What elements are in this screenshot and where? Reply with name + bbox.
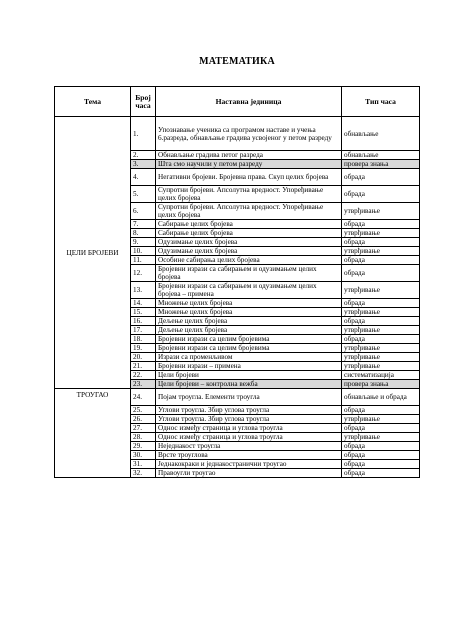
table-body	[55, 117, 420, 478]
lesson-number: 10.	[131, 247, 156, 256]
lesson-number: 9.	[131, 238, 156, 247]
teaching-unit: Цели бројеви	[156, 371, 342, 380]
lesson-number: 28.	[131, 433, 156, 442]
teaching-unit: Цели бројеви – контролна вежба	[156, 380, 342, 389]
lesson-type: обрада	[342, 442, 420, 451]
lesson-type: утврђивање	[342, 282, 420, 299]
lesson-number: 31.	[131, 460, 156, 469]
teaching-unit: Бројевни изрази са целим бројевима	[156, 335, 342, 344]
lesson-number: 4.	[131, 169, 156, 186]
teaching-unit: Однос између страница и углова троугла	[156, 433, 342, 442]
table-row	[55, 389, 420, 406]
teaching-unit: Шта смо научили у петом разреду	[156, 160, 342, 169]
lesson-number: 18.	[131, 335, 156, 344]
teaching-unit: Упознавање ученика са програмом наставе и учења 6.разреда, обнављање градива усвојеног у петом разреду	[156, 117, 342, 151]
lesson-type: утврђивање	[342, 344, 420, 353]
lesson-type: утврђивање	[342, 326, 420, 335]
lesson-number: 32.	[131, 469, 156, 478]
lesson-type: обрада	[342, 317, 420, 326]
lesson-number: 30.	[131, 451, 156, 460]
lesson-number: 1.	[131, 117, 156, 151]
teaching-unit: Дељење целих бројева	[156, 326, 342, 335]
header-topic: Тема	[55, 87, 131, 117]
page-title: МАТЕМАТИКА	[199, 56, 275, 67]
lesson-type: систематизација	[342, 371, 420, 380]
topic-integers: ЦЕЛИ БРОЈЕВИ	[55, 117, 131, 389]
lesson-number: 8.	[131, 229, 156, 238]
lesson-number: 26.	[131, 415, 156, 424]
teaching-unit: Одузимање целих бројева	[156, 238, 342, 247]
header-lesson-number: Број часа	[131, 87, 156, 117]
teaching-unit: Неједнакост троугла	[156, 442, 342, 451]
teaching-unit: Множење целих бројева	[156, 299, 342, 308]
teaching-unit: Једнакокраки и једнакостранични троугао	[156, 460, 342, 469]
teaching-unit: Бројевни изрази са целим бројевима	[156, 344, 342, 353]
lesson-type: обрада	[342, 460, 420, 469]
teaching-unit: Особине сабирања целих бројева	[156, 256, 342, 265]
lesson-type: утврђивање	[342, 353, 420, 362]
header-teaching-unit: Наставна јединица	[156, 87, 342, 117]
table-header-row	[55, 87, 420, 117]
lesson-type: обрада	[342, 256, 420, 265]
lesson-number: 15.	[131, 308, 156, 317]
teaching-unit: Однос између страница и углова троугла	[156, 424, 342, 433]
lesson-number: 3.	[131, 160, 156, 169]
teaching-unit: Бројевни изрази са сабирањем и одузимањем целих бројева	[156, 265, 342, 282]
teaching-unit: Појам троугла. Елементи троугла	[156, 389, 342, 406]
lesson-type: обрада	[342, 335, 420, 344]
lesson-number: 16.	[131, 317, 156, 326]
lesson-number: 14.	[131, 299, 156, 308]
lesson-type: обрада	[342, 238, 420, 247]
teaching-unit: Дељење целих бројева	[156, 317, 342, 326]
lesson-type: обнављање	[342, 151, 420, 160]
lesson-type: обрада	[342, 424, 420, 433]
lesson-type: утврђивање	[342, 308, 420, 317]
lesson-type: обрада	[342, 220, 420, 229]
teaching-unit: Одузимање целих бројева	[156, 247, 342, 256]
lesson-type: утврђивање	[342, 433, 420, 442]
teaching-unit: Супротни бројеви. Апсолутна вредност. Упоређивање целих бројева	[156, 186, 342, 203]
lesson-number: 7.	[131, 220, 156, 229]
lesson-type: провера знања	[342, 160, 420, 169]
topic-triangle: ТРОУГАО	[55, 389, 131, 478]
table-row	[55, 117, 420, 151]
lesson-number: 11.	[131, 256, 156, 265]
lesson-type: обрада	[342, 186, 420, 203]
lesson-type: утврђивање	[342, 229, 420, 238]
lesson-number: 5.	[131, 186, 156, 203]
lesson-type: утврђивање	[342, 247, 420, 256]
lesson-type: обрада	[342, 265, 420, 282]
lesson-type: обнављање и обрада	[342, 389, 420, 406]
lesson-number: 25.	[131, 406, 156, 415]
teaching-unit: Бројевни изрази – примена	[156, 362, 342, 371]
lesson-type: обрада	[342, 451, 420, 460]
lesson-type: утврђивање	[342, 415, 420, 424]
teaching-unit: Множење целих бројева	[156, 308, 342, 317]
lesson-type: утврђивање	[342, 203, 420, 220]
teaching-unit: Сабирање целих бројева	[156, 229, 342, 238]
teaching-unit: Изрази са променљивом	[156, 353, 342, 362]
lesson-number: 24.	[131, 389, 156, 406]
teaching-unit: Врсте троуглова	[156, 451, 342, 460]
lesson-number: 22.	[131, 371, 156, 380]
lesson-type: обнављање	[342, 117, 420, 151]
teaching-unit: Обнављање градива петог разреда	[156, 151, 342, 160]
lesson-number: 6.	[131, 203, 156, 220]
lesson-type: провера знања	[342, 380, 420, 389]
teaching-unit: Негативни бројеви. Бројевна права. Скуп целих бројева	[156, 169, 342, 186]
header-lesson-type: Тип часа	[342, 87, 420, 117]
lesson-number: 17.	[131, 326, 156, 335]
lesson-number: 2.	[131, 151, 156, 160]
teaching-unit: Правоугли троугао	[156, 469, 342, 478]
lesson-type: обрада	[342, 469, 420, 478]
lesson-number: 19.	[131, 344, 156, 353]
lesson-type: утврђивање	[342, 362, 420, 371]
teaching-unit: Сабирање целих бројева	[156, 220, 342, 229]
lesson-number: 21.	[131, 362, 156, 371]
lesson-type: обрада	[342, 169, 420, 186]
lesson-number: 12.	[131, 265, 156, 282]
lesson-number: 20.	[131, 353, 156, 362]
lesson-number: 13.	[131, 282, 156, 299]
lesson-type: обрада	[342, 299, 420, 308]
teaching-unit: Супротни бројеви. Апсолутна вредност. Упоређивање целих бројева	[156, 203, 342, 220]
teaching-unit: Бројевни изрази са сабирањем и одузимањем целих бројева – примена	[156, 282, 342, 299]
curriculum-table	[54, 86, 420, 478]
lesson-number: 27.	[131, 424, 156, 433]
lesson-type: обрада	[342, 406, 420, 415]
lesson-number: 23.	[131, 380, 156, 389]
teaching-unit: Углови троугла. Збир углова троугла	[156, 406, 342, 415]
lesson-number: 29.	[131, 442, 156, 451]
teaching-unit: Углови троугла. Збир углова троугла	[156, 415, 342, 424]
